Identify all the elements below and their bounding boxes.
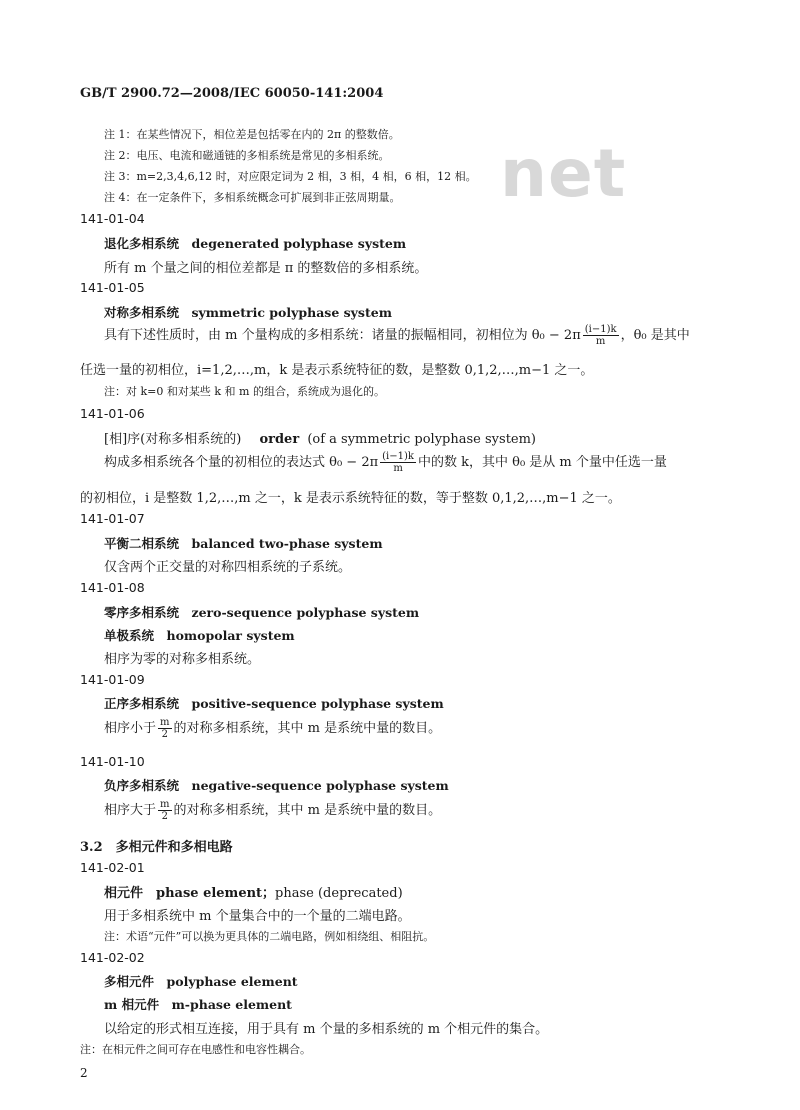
- note: 注：在相元件之间可存在电感性和电容性耦合。: [80, 1043, 311, 1056]
- definition: 以给定的形式相互连接，用于具有 m 个量的多相系统的 m 个相元件的集合。: [104, 1022, 549, 1037]
- page-number: 2: [80, 1066, 88, 1080]
- watermark: net: [500, 135, 627, 212]
- term: [相]序(对称多相系统的) order (of a symmetric polyphase system): [104, 432, 537, 447]
- note-4: 注 4：在一定条件下，多相系统概念可扩展到非正弦周期量。: [104, 191, 401, 204]
- term: 退化多相系统 degenerated polyphase system: [104, 236, 407, 251]
- note-1: 注 1：在某些情况下，相位差是包括零在内的 2π 的整数倍。: [104, 128, 400, 141]
- definition: 相序大于 $\frac{m}{2}$ 的对称多相系统，其中 m 是系统中量的数目。: [104, 799, 442, 822]
- term: 相元件 phase element；phase (deprecated): [104, 886, 403, 901]
- definition: 所有 m 个量之间的相位差都是 π 的整数倍的多相系统。: [104, 261, 428, 276]
- definition: 用于多相系统中 m 个量集合中的一个量的二端电路。: [104, 909, 411, 924]
- entry-number: 141-01-05: [80, 280, 145, 295]
- entry-number: 141-01-04: [80, 211, 145, 226]
- document-header: GB/T 2900.72—2008/IEC 60050-141:2004: [80, 86, 384, 101]
- note-2: 注 2：电压、电流和磁通链的多相系统是常见的多相系统。: [104, 149, 390, 162]
- term-synonym: m 相元件 m-phase element: [104, 997, 292, 1012]
- definition-line-2: 的初相位，i 是整数 1,2,…,m 之一，k 是表示系统特征的数，等于整数 0,1,2,…,m−1 之一。: [80, 491, 621, 506]
- fraction: $\frac{m}{2}$: [160, 799, 170, 822]
- entry-number: 141-01-09: [80, 672, 145, 687]
- definition: 相序为零的对称多相系统。: [104, 652, 261, 667]
- entry-number: 141-01-08: [80, 580, 145, 595]
- fraction: $\frac{m}{2}$: [160, 717, 170, 740]
- note: 注：术语“元件”可以换为更具体的二端电路，例如相绕组、相阻抗。: [104, 930, 435, 943]
- term: 负序多相系统 negative-sequence polyphase system: [104, 778, 449, 793]
- fraction: $\frac{(i-1)k}{m}$: [382, 451, 414, 474]
- term: 零序多相系统 zero-sequence polyphase system: [104, 605, 420, 620]
- definition: 仅含两个正交量的对称四相系统的子系统。: [104, 560, 352, 575]
- term: 对称多相系统 symmetric polyphase system: [104, 305, 392, 320]
- entry-number: 141-01-06: [80, 406, 145, 421]
- definition-line-1: 构成多相系统各个量的初相位的表达式 θ₀ − 2π $\frac{(i-1)k}{m}$ 中的数 k，其中 θ₀ 是从 m 个量中任选一量: [104, 451, 667, 474]
- entry-number: 141-01-10: [80, 754, 145, 769]
- note-3: 注 3：m=2,3,4,6,12 时，对应限定词为 2 相，3 相，4 相，6 相，12 相。: [104, 170, 477, 183]
- entry-number: 141-01-07: [80, 511, 145, 526]
- entry-number: 141-02-02: [80, 950, 145, 965]
- definition: 相序小于 $\frac{m}{2}$ 的对称多相系统，其中 m 是系统中量的数目。: [104, 717, 442, 740]
- term-synonym: 单极系统 homopolar system: [104, 628, 295, 643]
- section-heading: 3.2 多相元件和多相电路: [80, 840, 233, 855]
- term: 正序多相系统 positive-sequence polyphase system: [104, 696, 444, 711]
- fraction: $\frac{(i-1)k}{m}$: [584, 324, 617, 347]
- definition-line-2: 任选一量的初相位，i=1,2,…,m，k 是表示系统特征的数，是整数 0,1,2,…,m−1 之一。: [80, 363, 594, 378]
- entry-number: 141-02-01: [80, 860, 145, 875]
- term: 多相元件 polyphase element: [104, 974, 298, 989]
- definition-line-1: 具有下述性质时，由 m 个量构成的多相系统：诸量的振幅相同，初相位为 θ₀ − 2π $\frac{(i-1)k}{m}$ ，θ₀ 是其中: [104, 324, 690, 347]
- term: 平衡二相系统 balanced two-phase system: [104, 536, 383, 551]
- note: 注：对 k=0 和对某些 k 和 m 的组合，系统成为退化的。: [104, 385, 385, 398]
